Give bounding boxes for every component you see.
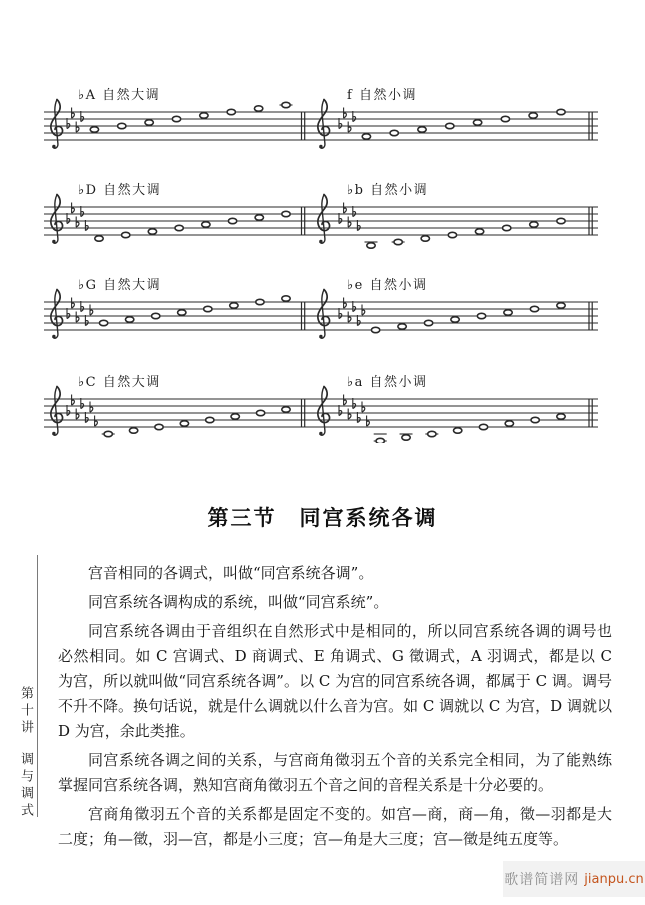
key-label-ab-minor: ♭a 自然小调	[347, 375, 428, 390]
paragraph: 同宫系统各调构成的系统，叫做“同宫系统”。	[88, 593, 389, 611]
body-text	[58, 561, 612, 856]
staff-row-3	[42, 284, 602, 346]
key-label-db-major: ♭D 自然大调	[78, 183, 162, 198]
watermark-site-url[interactable]: jianpu.cn	[584, 871, 644, 887]
staff-row-2	[42, 189, 602, 251]
watermark	[503, 861, 645, 897]
staff-row-1	[42, 94, 602, 156]
sidebar-lecture-label: 第十讲	[18, 686, 33, 737]
key-label-f-minor: f 自然小调	[347, 88, 417, 103]
key-label-ab-major: ♭A 自然大调	[78, 88, 161, 103]
section-title: 第三节 同宫系统各调	[207, 505, 438, 530]
sidebar-chapter-marker	[16, 686, 35, 826]
paragraph: 同宫系统各调由于音组织在自然形式中是相同的，所以同宫系统各调的调号也必然相同。如 C 宫调式、D 商调式、E 角调式、G 徵调式，A 羽调式，都是以 C 为宫，所以就叫做“同宫系统各调”。以 C 为宫的同宫系统各调，都属于 C 调。调号不升不降。换句话说，就是什么调就以什么音为宫。如 C 调就以 C 为宫，D 调就以 D 为宫，余此类推。	[58, 622, 612, 740]
key-label-cb-major: ♭C 自然大调	[78, 375, 161, 390]
staff-row-4	[42, 381, 602, 443]
sidebar-topic-label: 调与调式	[18, 752, 33, 820]
paragraph: 宫商角徵羽五个音的关系都是固定不变的。如宫—商，商—角，徵—羽都是大二度；角—徵，羽—宫，都是小三度；宫—角是大三度；宫—徵是纯五度等。	[58, 805, 612, 848]
paragraph: 同宫系统各调之间的关系，与宫商角徵羽五个音的关系完全相同，为了能熟练掌握同宫系统各调，熟知宫商角徵羽五个音之间的音程关系是十分必要的。	[58, 751, 612, 794]
key-label-eb-minor: ♭e 自然小调	[347, 278, 428, 293]
paragraph: 宫音相同的各调式，叫做“同宫系统各调”。	[88, 564, 374, 582]
key-label-gb-major: ♭G 自然大调	[78, 278, 162, 293]
key-label-bb-minor: ♭b 自然小调	[347, 183, 429, 198]
sidebar-rule	[37, 555, 38, 817]
watermark-site-name: 歌谱简谱网	[504, 872, 580, 888]
